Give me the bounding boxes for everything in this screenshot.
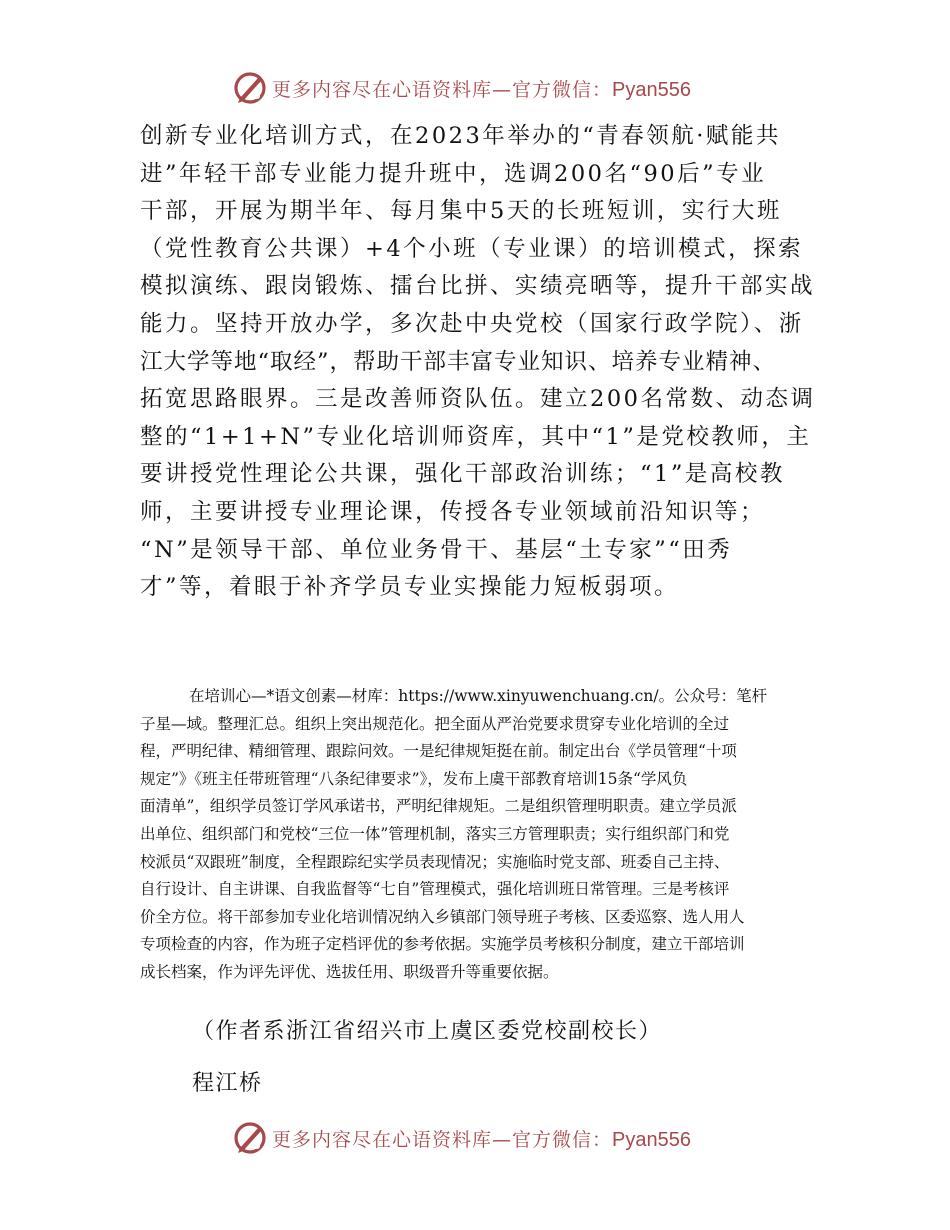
small-line: 专项检查的内容，作为班子定档评优的参考依据。实施学员考核积分制度，建立干部培训 (140, 935, 745, 954)
body-line: 才”等，着眼于补齐学员专业实操能力短板弱项。 (140, 574, 680, 601)
banner-wechat-id: Pyan556 (612, 78, 691, 101)
pen-logo-icon (232, 1120, 268, 1156)
body-line: “N”是领导干部、单位业务骨干、基层“土专家”“田秀 (140, 536, 733, 563)
body-line: 创新专业化培训方式，在2023年举办的“青春领航·赋能共 (140, 123, 781, 149)
body-line: 进”年轻干部专业能力提升班中，选调200名“90后”专业 (140, 160, 767, 187)
body-line: 整的“1+1+N”专业化培训师资库，其中“1”是党校教师，主 (140, 423, 812, 450)
body-line: 要讲授党性理论公共课，强化干部政治训练；“1”是高校教 (140, 461, 785, 488)
body-line: 能力。坚持开放办学，多次赴中央党校（国家行政学院）、浙 (140, 310, 804, 337)
body-line: （党性教育公共课）+4个小班（专业课）的培训模式，探索 (140, 235, 804, 262)
body-line: 模拟演练、跟岗锻炼、擂台比拼、实绩亮晒等，提升干部实战 (140, 273, 816, 300)
body-line: 干部，开展为期半年、每月集中5天的长班短训，实行大班 (140, 198, 782, 225)
small-line: 出单位、组织部门和党校“三位一体”管理机制，落实三方管理职责；实行组织部门和党 (140, 824, 730, 843)
small-line: 校派员“双跟班”制度，全程跟踪纪实学员表现情况；实施临时党支部、班委自己主持、 (140, 852, 730, 871)
small-line: 成长档案，作为评先评优、选拔任用、职级晋升等重要依据。 (140, 962, 559, 981)
body-line: 江大学等地“取经”，帮助干部丰富专业知识、培养专业精神、 (140, 348, 777, 375)
small-paragraph (140, 683, 816, 987)
small-line: 子星—域。整理汇总。组织上突出规范化。把全面从严治党要求贯穿专业化培训的全过 (140, 714, 730, 733)
small-line: 面清单”，组织学员签订学风承诺书，严明纪律规矩。二是组织管理明职责。建立学员派 (140, 797, 737, 816)
body-line: 师，主要讲授专业理论课，传授各专业领域前沿知识等； (140, 498, 766, 525)
small-line: 在培训心—*语文创素—材库：https://www.xinyuwenchuang.cn/。公众号：笔杆 (189, 687, 768, 705)
small-line: 程，严明纪律、精细管理、跟踪问效。一是纪律规矩挺在前。制定出台《学员管理“十项 (140, 742, 737, 761)
small-line: 自行设计、自主讲课、自我监督等“七自”管理模式，强化培训班日常管理。三是考核评 (140, 880, 730, 899)
body-paragraph (140, 118, 830, 607)
banner-wechat-id: Pyan556 (612, 1128, 691, 1151)
header-banner (0, 68, 950, 108)
banner-text: 更多内容尽在心语资料库—官方微信：Pyan556 (272, 1128, 691, 1151)
pen-logo-icon (232, 70, 268, 106)
small-line: 规定”》《班主任带班管理“八条纪律要求”》，发布上虞干部教育培训15条“学风负 (140, 769, 688, 788)
author-name: 程江桥 (192, 1071, 263, 1096)
body-line: 拓宽思路眼界。三是改善师资队伍。建立200名常数、动态调 (140, 386, 816, 413)
footer-banner (0, 1118, 950, 1158)
small-line: 价全方位。将干部参加专业化培训情况纳入乡镇部门领导班子考核、区委巡察、选人用人 (140, 907, 745, 926)
author-affiliation: （作者系浙江省绍兴市上虞区委党校副校长） (192, 1019, 663, 1044)
banner-text: 更多内容尽在心语资料库—官方微信：Pyan556 (272, 78, 691, 101)
